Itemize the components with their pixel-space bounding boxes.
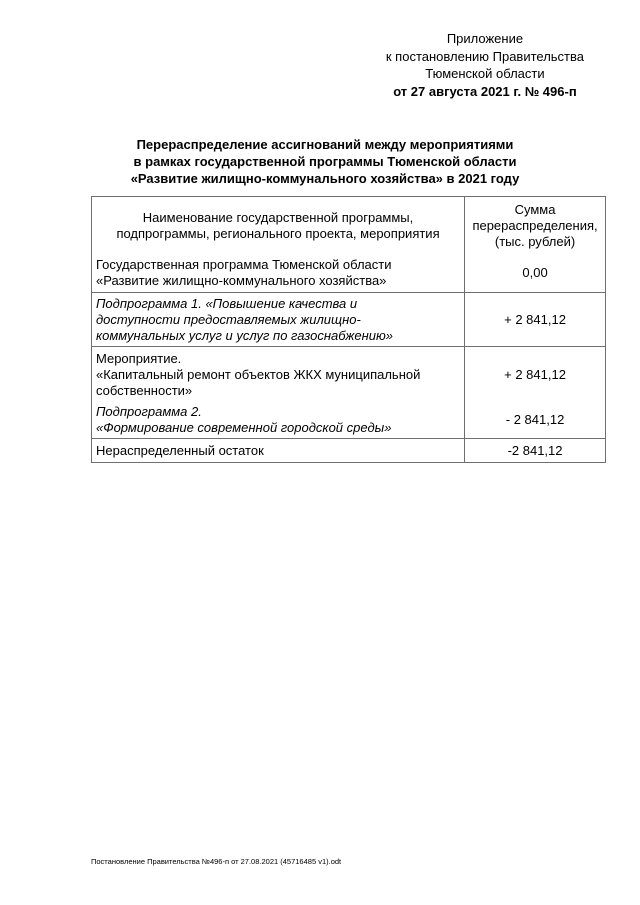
appendix-line: к постановлению Правительства (385, 48, 584, 64)
appendix-line: Приложение (446, 31, 524, 46)
row-sum-cell: + 2 841,12 (465, 347, 606, 403)
title-line: в рамках государственной программы Тюменской области (133, 154, 517, 169)
row-name-line: Мероприятие. (96, 350, 182, 366)
row-name-line: «Формирование современной городской среды» (96, 420, 392, 436)
table-header-row (92, 197, 606, 255)
header-name-line: Наименование государственной программы, (142, 209, 414, 225)
header-sum-cell (465, 197, 606, 255)
table-row (92, 293, 606, 347)
appendix-line: Тюменской области (425, 66, 545, 81)
row-name-line: доступности предоставляемых жилищно- (96, 311, 361, 327)
row-sum-cell: - 2 841,12 (465, 403, 606, 439)
row-name-cell (92, 403, 465, 439)
table-row (92, 403, 606, 439)
row-sum-cell: -2 841,12 (465, 439, 606, 463)
table-row (92, 255, 606, 293)
row-name-line: собственности» (96, 382, 193, 398)
row-name-line: «Развитие жилищно-коммунального хозяйства» (96, 273, 387, 289)
row-name-cell (92, 255, 465, 293)
row-name-line: Государственная программа Тюменской области (96, 257, 392, 273)
row-name-cell (92, 347, 465, 403)
row-name-line: Подпрограмма 2. (96, 404, 202, 420)
header-sum-line: перераспределения, (472, 217, 598, 233)
header-sum-line: (тыс. рублей) (494, 233, 576, 249)
table-row (92, 347, 606, 403)
file-name-footer: Постановление Правительства №496-п от 27.08.2021 (45716485 v1).odt (91, 857, 342, 866)
row-name-line: коммунальных услуг и услуг по газоснабжению» (96, 327, 393, 343)
row-sum-cell: + 2 841,12 (465, 293, 606, 347)
table-row (92, 439, 606, 463)
row-name-line: Подпрограмма 1. «Повышение качества и (96, 295, 358, 311)
title-line: «Развитие жилищно-коммунального хозяйства» в 2021 году (130, 171, 520, 186)
appendix-date-number: от 27 августа 2021 г. № 496-п (393, 83, 577, 99)
title-line: Перераспределение ассигнований между мероприятиями (136, 137, 514, 152)
header-name-cell (92, 197, 465, 255)
header-name-line: подпрограммы, регионального проекта, мероприятия (116, 225, 440, 241)
appendix-block (386, 30, 584, 100)
row-name-cell (92, 293, 465, 347)
row-name-line: «Капитальный ремонт объектов ЖКХ муниципальной (96, 366, 421, 382)
header-sum-line: Сумма (514, 201, 556, 217)
row-sum-cell: 0,00 (465, 255, 606, 293)
row-name-cell: Нераспределенный остаток (92, 439, 465, 463)
reallocation-table (91, 196, 606, 463)
document-title (90, 136, 560, 187)
